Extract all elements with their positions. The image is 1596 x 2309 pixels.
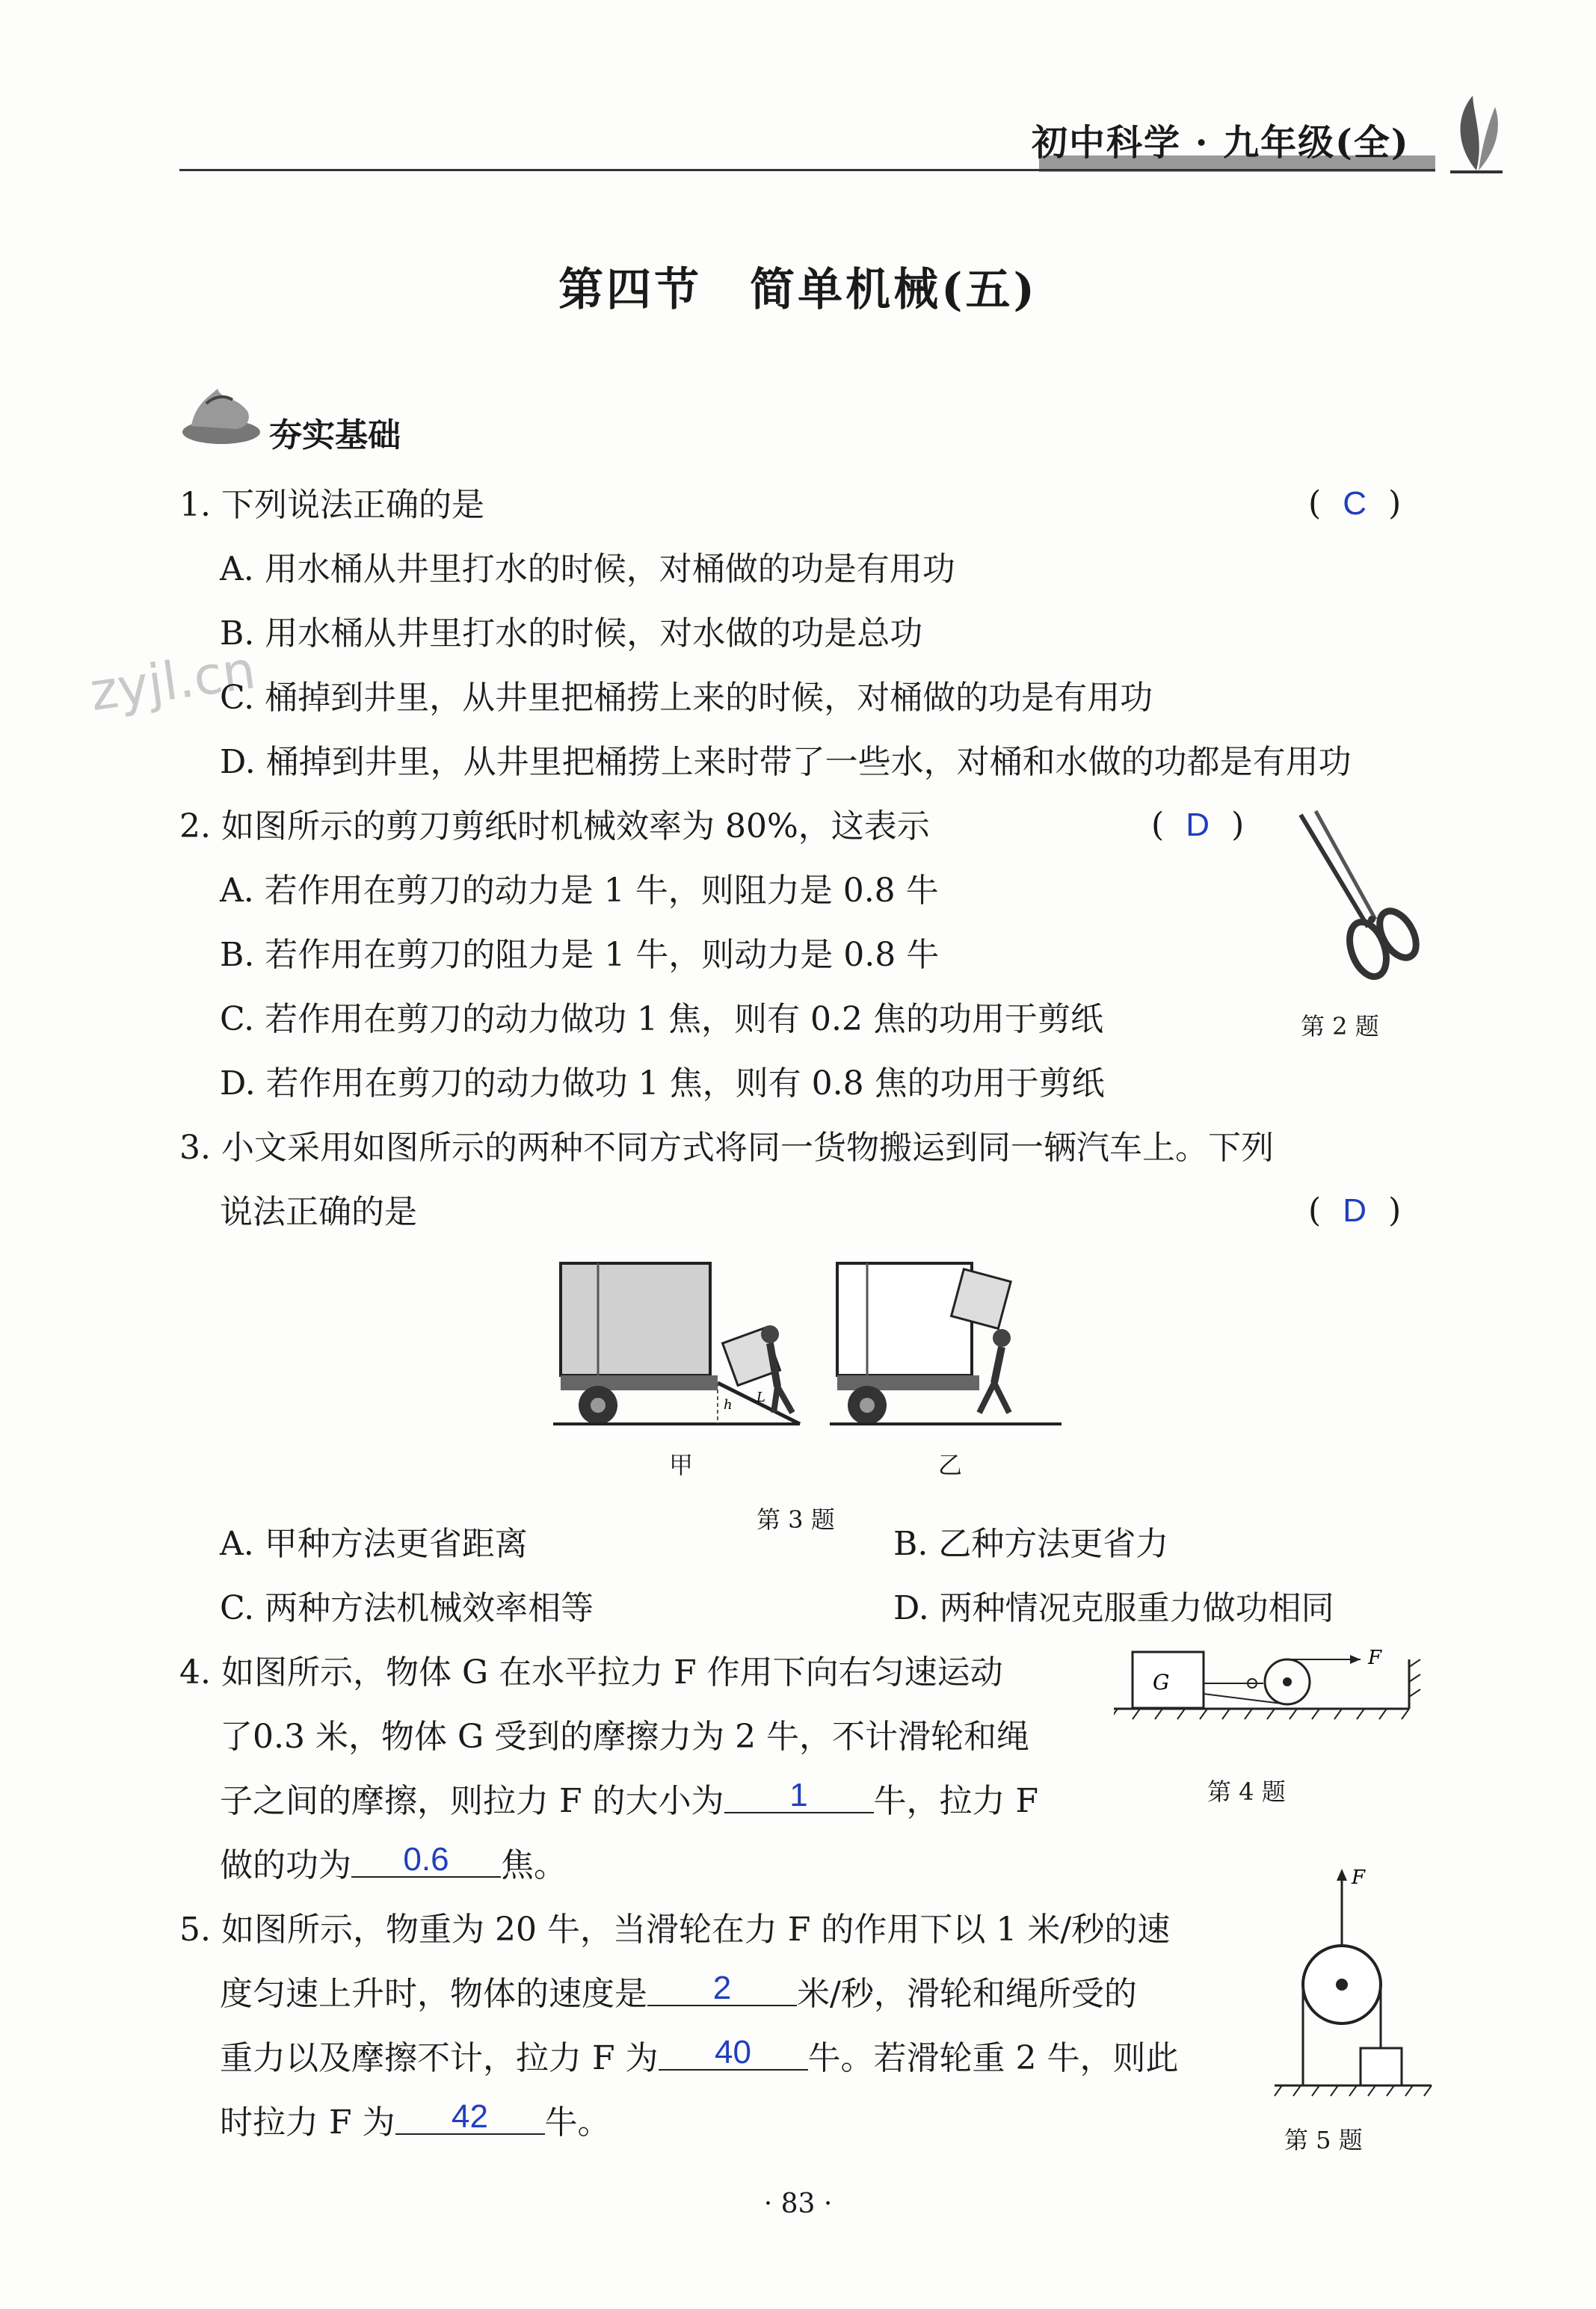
q3-answer: D: [1343, 1192, 1367, 1229]
fig-f-label: F: [1368, 1647, 1382, 1669]
q5-line4-tail: 牛。: [544, 2103, 611, 2142]
q2-option-b: B. 若作用在剪刀的阻力是 1 牛，则动力是 0.8 牛: [220, 936, 940, 974]
q5-line3-tail: 牛。若滑轮重 2 牛，则此: [807, 2039, 1179, 2077]
q1-option-c: C. 桶掉到井里，从井里把桶捞上来的时候，对桶做的功是有用功: [220, 679, 1153, 717]
q5-line2-text: 度匀速上升时，物体的速度是: [220, 1975, 647, 2013]
q3-figure-caption: 第 3 题: [757, 1505, 835, 1534]
page-number: · 83 ·: [763, 2189, 833, 2219]
q5-line1: 5. 如图所示，物重为 20 牛，当滑轮在力 F 的作用下以 1 米/秒的速: [179, 1911, 1171, 1949]
q2-answer: D: [1186, 807, 1210, 843]
q5-blank-force: 40: [659, 2036, 808, 2071]
q1-answer-paren: ( C ): [1308, 484, 1402, 522]
q3-option-b: B. 乙种方法更省力: [893, 1525, 1169, 1563]
fig-g-label: G: [1153, 1670, 1170, 1695]
q4-line3-text: 子之间的摩擦，则拉力 F 的大小为: [220, 1782, 724, 1820]
q2-option-c: C. 若作用在剪刀的动力做功 1 焦，则有 0.2 焦的功用于剪纸: [220, 1000, 1103, 1038]
q2-option-d: D. 若作用在剪刀的动力做功 1 焦，则有 0.8 焦的功用于剪纸: [220, 1064, 1105, 1103]
book-title: 初中科学 · 九年级(全): [1032, 122, 1410, 164]
q2-stem: 2. 如图所示的剪刀剪纸时机械效率为 80%，这表示: [179, 807, 930, 845]
q1-answer: C: [1343, 485, 1367, 522]
badge-label: 夯实基础: [269, 416, 401, 454]
fig-h-label: h: [724, 1397, 733, 1413]
q5-figure-caption: 第 5 题: [1284, 2126, 1363, 2154]
q5-line2-tail: 米/秒，滑轮和绳所受的: [797, 1975, 1137, 2013]
q4-line3-tail: 牛，拉力 F: [873, 1782, 1039, 1820]
q5-line4-text: 时拉力 F 为: [220, 2103, 395, 2142]
q4-figure: [1114, 1644, 1428, 1734]
stone-badge-icon: [176, 374, 266, 448]
q4-line2: 了0.3 米，物体 G 受到的摩擦力为 2 牛，不计滑轮和绳: [220, 1718, 1030, 1756]
q3-fig-label-left: 甲: [669, 1451, 694, 1479]
q4-blank-work: 0.6: [351, 1843, 501, 1878]
q2-answer-paren: ( D ): [1151, 806, 1245, 844]
q1-option-a: A. 用水桶从井里打水的时候，对桶做的功是有用功: [220, 550, 955, 588]
q4-line4-text: 做的功为: [220, 1846, 351, 1884]
q1-stem: 1. 下列说法正确的是: [179, 486, 484, 524]
q3-stem-line2: 说法正确的是: [220, 1193, 417, 1231]
q2-option-a: A. 若作用在剪刀的动力是 1 牛，则阻力是 0.8 牛: [220, 872, 939, 910]
q4-line4: [220, 1841, 567, 1887]
q4-line3: [220, 1777, 1039, 1822]
q2-figure-caption: 第 2 题: [1301, 1012, 1379, 1041]
scissors-figure: [1286, 807, 1420, 987]
q3-answer-paren: ( D ): [1308, 1192, 1402, 1230]
q3-stem-line1: 3. 小文采用如图所示的两种不同方式将同一货物搬运到同一辆汽车上。下列: [179, 1129, 1274, 1167]
fig-f-label-q5: F: [1352, 1866, 1366, 1889]
q1-option-b: B. 用水桶从井里打水的时候，对水做的功是总功: [220, 614, 923, 653]
q4-line4-tail: 焦。: [501, 1846, 567, 1884]
q5-line3: [220, 2034, 1179, 2080]
q4-figure-caption: 第 4 题: [1207, 1778, 1286, 1806]
header-rule: [179, 169, 1435, 171]
q5-line2: [220, 1970, 1137, 2015]
leaf-logo-icon: [1443, 88, 1510, 178]
watermark: zyjl.cn: [86, 638, 259, 724]
q5-blank-force-2: 42: [395, 2100, 545, 2135]
q5-blank-speed: 2: [647, 1972, 797, 2006]
q4-line1: 4. 如图所示，物体 G 在水平拉力 F 作用下向右匀速运动: [179, 1653, 1003, 1692]
q1-option-d: D. 桶掉到井里，从井里把桶捞上来时带了一些水，对桶和水做的功都是有用功: [220, 743, 1352, 781]
section-title: 第四节 简单机械(五): [558, 264, 1038, 316]
q5-line3-text: 重力以及摩擦不计，拉力 F 为: [220, 2039, 659, 2077]
fig-l-label: L: [757, 1390, 765, 1405]
q3-option-c: C. 两种方法机械效率相等: [220, 1589, 594, 1627]
q4-blank-force: 1: [724, 1779, 874, 1813]
q3-fig-label-right: 乙: [938, 1451, 963, 1479]
q5-figure: [1271, 1861, 1435, 2108]
q3-option-a: A. 甲种方法更省距离: [220, 1525, 528, 1563]
q3-figure: [553, 1256, 1062, 1435]
q3-option-d: D. 两种情况克服重力做功相同: [893, 1589, 1334, 1627]
q5-line4: [220, 2098, 611, 2144]
